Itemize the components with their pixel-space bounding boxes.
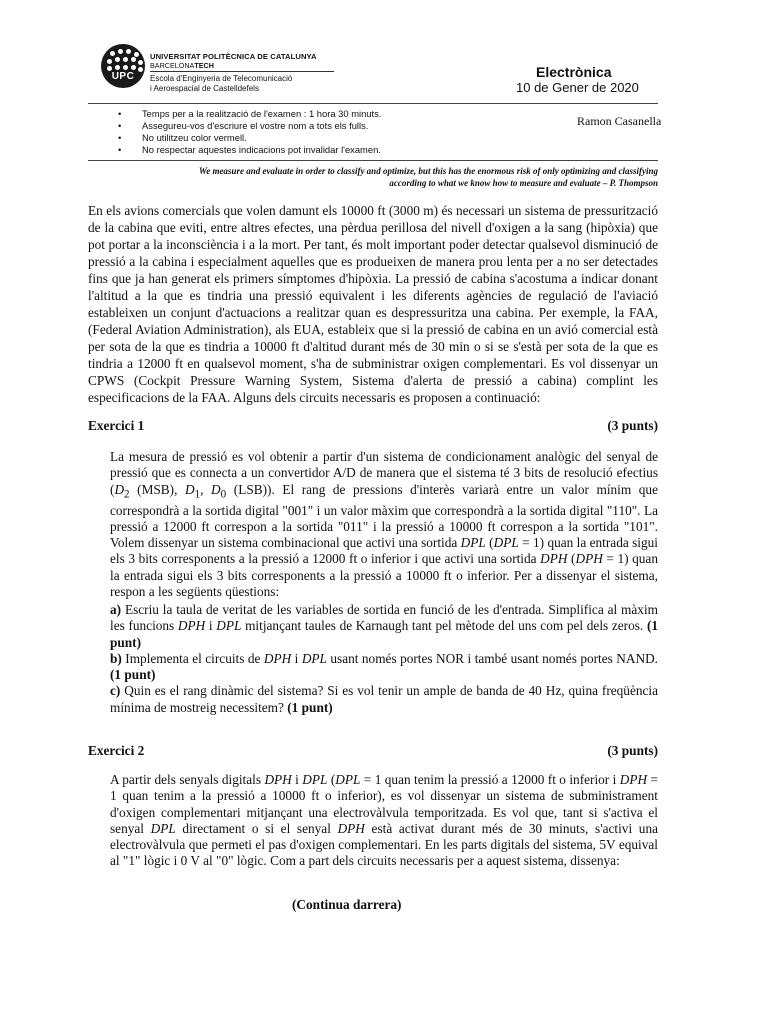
- subject-title: Electrònica: [536, 64, 612, 80]
- instruction-item: • Temps per a la realització de l'examen : 1 hora 30 minuts.: [118, 108, 381, 120]
- school-name-line2: i Aeroespacial de Castelldefels: [150, 84, 259, 93]
- school-name-line1: Escola d'Enginyeria de Telecomunicació: [150, 74, 293, 83]
- exercise-2-points: (3 punts): [607, 743, 658, 758]
- exam-date: 10 de Gener de 2020: [516, 80, 639, 95]
- bottom-rule: [88, 160, 658, 161]
- question-c: c) Quin es el rang dinàmic del sistema? Si es vol tenir un ample de banda de 40 Hz, quina freqüència mínima de mostreig necessitem? (1 punt): [110, 683, 658, 715]
- question-a: a) Escriu la taula de veritat de les variables de sortida en funció de les d'entrada. Simplifica al màxim les funcions DPH i DPL mitjançant taules de Karnaugh tant pel mètode del uns com pel dels zeros. (1 punt): [110, 602, 659, 650]
- exercise-2-statement: A partir dels senyals digitals DPH i DPL (DPL = 1 quan tenim la pressió a 12000 ft o inferior i DPH = 1 quan tenim a la pressió a 10000 ft o inferior), es vol dissenyar un sistema de subministrament d'oxigen complementari mitjançant una electrovàlvula temporitzada. Es vol que, tant si s'activa el senyal DPL directament o si el senyal DPH està activat durant més de 30 minuts, s'activi una electrovàlvula que permeti el pas d'oxigen complementari. En les parts digitals del sistema, 5V equival al "1" lògic i 0 V al "0" lògic. Com a part dels circuits necessaris per a aquest sistema, dissenya:: [110, 772, 659, 869]
- exercise-1-points: (3 punts): [607, 418, 658, 433]
- exercise-1-heading: [88, 418, 658, 434]
- instruction-item: • Assegureu-vos d'escriure el vostre nom a tots els fulls.: [118, 120, 381, 132]
- exercise-2-heading: [88, 743, 658, 759]
- quote-line2: according to what we know how to measure and evaluate – P. Thompson: [389, 178, 658, 188]
- quote: [98, 165, 658, 189]
- logo-text: UPC: [111, 71, 135, 82]
- question-b: b) Implementa el circuits de DPH i DPL usant només portes NOR i també usant només portes NAND. (1 punt): [110, 650, 658, 683]
- teacher-name: Ramon Casanella: [577, 114, 662, 128]
- instructions-list: [118, 108, 381, 156]
- barcelona-tech: BARCELONATECH: [150, 61, 214, 70]
- upc-logo: [101, 44, 145, 88]
- university-name: UNIVERSITAT POLITÈCNICA DE CATALUNYA: [150, 52, 317, 61]
- exercise-1-title: Exercici 1: [88, 418, 145, 433]
- continue-note: (Continua darrera): [292, 897, 402, 912]
- quote-line1: We measure and evaluate in order to classify and optimize, but this has the enormous risk of only optimizing and classifying: [198, 166, 658, 176]
- intro-paragraph: En els avions comercials que volen damunt els 10000 ft (3000 m) és necessari un sistema de pressurització de la cabina que eviti, entre altres efectes, una pèrdua perillosa del nivell d'oxigen a la sang (hipòxia) que pot portar a la inconsciència i a la mort. Per tant, és molt important poder detectar qualsevol disminució de pressió a la cabina i especialment aquelles que es produeixen de manera prou lenta per a no ser detectades fins que ja han generat els primers símptomes d'hipòxia. La pressió de cabina s'acostuma a indicar donant l'altitud a la que es tindria una pressió equivalent i les diferents agències de regulació de l'aviació estableixen un conjunt d'actuacions a realitzar quan es despressuritza una cabina. Per exemple, la FAA, (Federal Aviation Administration), als EUA, estableix que si la pressió de cabina en un avió comercial està per sota de la que es tindria a 10000 ft d'altitud durant més de 30 min o si se s'està per sota de la que es tindria a 12000 ft en qualsevol moment, s'ha de subministrar oxigen complementari. Es vol dissenyar un CPWS (Cockpit Pressure Warning System, Sistema d'alerta de pressió a cabina) complint les especificacions de la FAA. Alguns dels circuits necessaris es proposen a continuació:: [88, 203, 658, 405]
- top-rule: [88, 103, 658, 104]
- exercise-1-statement: La mesura de pressió es vol obtenir a partir d'un sistema de condicionament analògic del senyal de pressió que es connecta a un convertidor A/D de manera que el sistema té 3 bits de resolució efectius ($D_2$ (MSB), $D_1$, $D_0$ (LSB)). El rang de pressions d'interès variarà entre un valor mínim que correspondrà a la sortida digital "001" i un valor màxim que correspondrà a la sortida digital "110". La pressió a 12000 ft correspon a la sortida "011" i la pressió a 10000 ft correspon a la sortida "101". Volem dissenyar un sistema combinacional que activi una sortida DPL (DPL = 1) quan la entrada sigui els 3 bits corresponents a la pressió a 12000 ft o inferior i que activi una sortida DPH (DPH = 1) quan la entrada sigui els 3 bits corresponents a la pressió a 10000 ft o inferior. Per a dissenyar el sistema, respon a les següents qüestions:: [110, 449, 658, 600]
- header-divider: [150, 71, 334, 72]
- exercise-1-questions: [110, 602, 658, 716]
- instruction-item: • No respectar aquestes indicacions pot invalidar l'examen.: [118, 144, 381, 156]
- exercise-2-title: Exercici 2: [88, 743, 145, 758]
- instruction-item: • No utilitzeu color vermell.: [118, 132, 381, 144]
